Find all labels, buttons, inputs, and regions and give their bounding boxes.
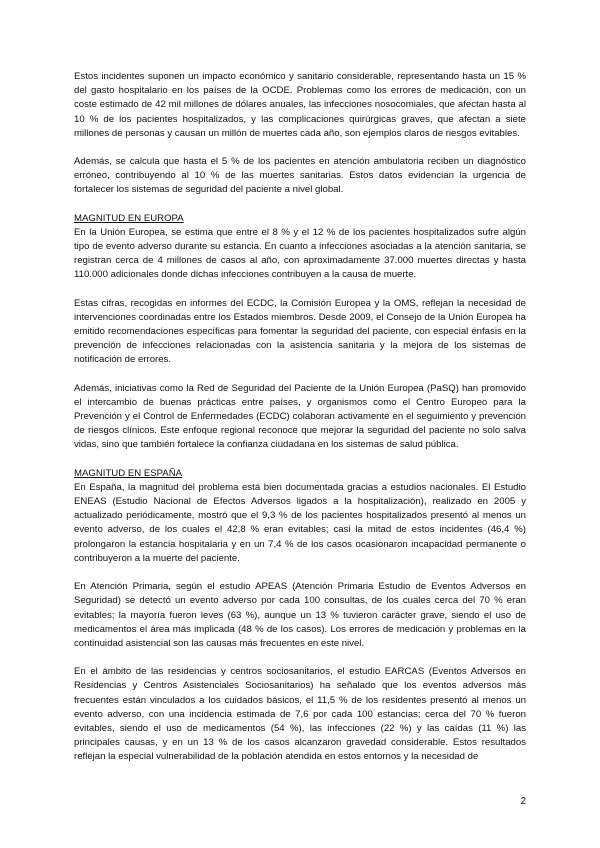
section-heading-spain: MAGNITUD EN ESPAÑA — [74, 467, 183, 479]
spain-paragraph-2: En Atención Primaria, según el estudio APEAS (Atención Primaria Estudio de Eventos Adversos en Seguridad) se detectó un evento adverso por cada 100 consultas, de los cuales cerca del 70 % eran evitables; la mayoría fueron leves (63 %), aunque un 13 % tuvieron carácter grave, siendo el uso de medicamentos el área más implicada (48 % de los casos). Los errores de medicación y problemas en la continuidad asistencial son las causas más frecuentes en este nivel. — [74, 581, 526, 649]
europe-paragraph-2: Estas cifras, recogidas en informes del ECDC, la Comisión Europea y la OMS, reflejan la necesidad de intervenciones coordinadas entre los Estados miembros. Desde 2009, el Consejo de la Unión Europea ha emitido recomendaciones específicas para fomentar la seguridad del paciente, con especial énfasis en la prevención de infecciones relacionadas con la asistencia sanitaria y la mejora de los sistemas de notificación de errores. — [74, 297, 526, 366]
intro-paragraph-2: Además, se calcula que hasta el 5 % de los pacientes en atención ambulatoria reciben un diagnóstico erróneo, contribuyendo al 10 % de las muertes sanitarias. Estos datos evidencian la urgencia de fortalecer los sistemas de seguridad del paciente a nivel global. — [74, 156, 526, 196]
intro-paragraph-1: Estos incidentes suponen un impacto económico y sanitario considerable, representando hasta un 15 % del gasto hospitalario en los países de la OCDE. Problemas como los errores de medicación, con un coste estimado de 42 mil millones de dólares anuales, las infecciones nosocomiales, que afectan hasta al 10 % de los pacientes hospitalizados, y las complicaciones quirúrgicas graves, que afectan a siete millones de personas y causan un millón de muertes cada año, son ejemplos claros de riesgos evitables. — [74, 71, 526, 139]
europe-paragraph-3: Además, iniciativas como la Red de Seguridad del Paciente de la Unión Europea (PaSQ) han promovido el intercambio de buenas prácticas entre países, y organismos como el Centro Europeo para la Prevención y el Control de Enfermedades (ECDC) colaboran activamente en el seguimiento y prevención de riesgos clínicos. Este enfoque regional reconoce que mejorar la seguridad del paciente no solo salva vidas, sino que también fortalece la confianza ciudadana en los sistemas de salud pública. — [74, 382, 526, 451]
page-number: 2 — [520, 796, 526, 807]
spain-paragraph-3: En el ámbito de las residencias y centros sociosanitarios, el estudio EARCAS (Eventos Adversos en Residencias y Centros Asistenciales Sociosanitarios) ha señalado que los eventos adversos más frecuentes están vinculados a los cuidados básicos, el 11,5 % de los residentes presentó al menos un evento adverso, con una incidencia estimada de 7,6 por cada 100 estancias; cerca del 70 % fueron evitables, siendo el uso de medicamentos (54 %), las infecciones (22 %) y las caídas (11 %) las principales causas, y en un 13 % de los casos alcanzaron gravedad considerable. Estos resultados reflejan la especial vulnerabilidad de la población atendida en estos entornos y la necesidad de — [74, 666, 526, 763]
spain-paragraph-1: En España, la magnitud del problema está bien documentada gracias a estudios nacionales. El Estudio ENEAS (Estudio Nacional de Efectos Adversos ligados a la hospitalización), realizado en 2005 y actualizado periódicamente, mostró que el 9,3 % de los pacientes hospitalizados presentó al menos un evento adverso, de los cuales el 42,8 % eran evitables; casi la mitad de estos incidentes (46,4 %) prolongaron la estancia hospitalaria y en un 7,4 % de los casos ocasionaron incapacidad permanente o contribuyeron a la muerte del paciente. — [74, 481, 526, 564]
europe-paragraph-1: En la Unión Europea, se estima que entre el 8 % y el 12 % de los pacientes hospitalizados sufre algún tipo de evento adverso durante su estancia. En cuanto a infecciones asociadas a la atención sanitaria, se registran cerca de 4 millones de casos al año, con aproximadamente 37.000 muertes directas y hasta 110.000 adicionales donde dichas infecciones contribuyen a la causa de muerte. — [74, 226, 526, 281]
section-heading-europe: MAGNITUD EN EUROPA — [74, 212, 184, 224]
